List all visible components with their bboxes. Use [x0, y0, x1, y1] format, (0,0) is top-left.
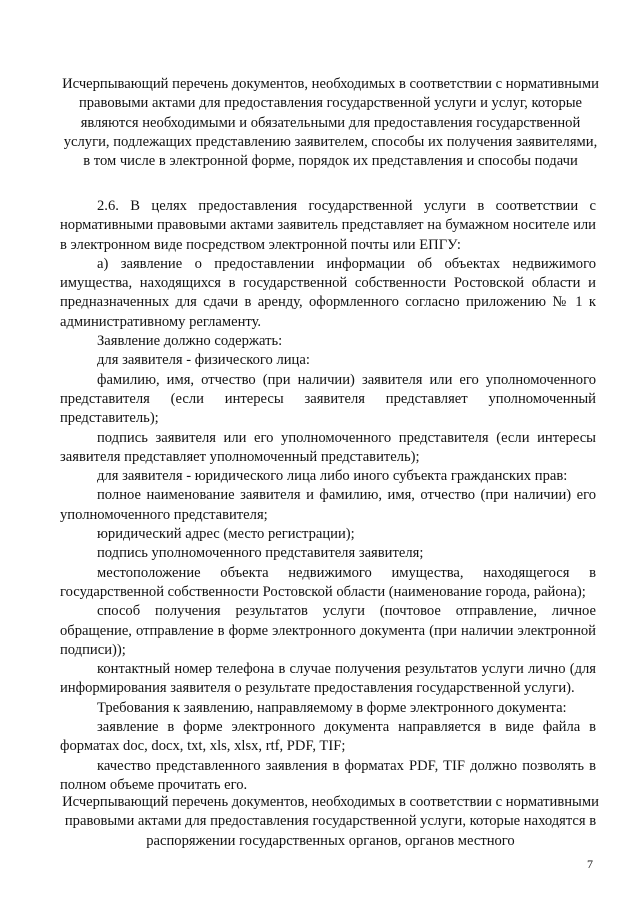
- paragraph: способ получения результатов услуги (почтовое отправление, личное обращение, отправление в форме электронного документа (при наличии электронной подписи));: [60, 603, 596, 658]
- body-text: [60, 197, 596, 795]
- paragraph: Требования к заявлению, направляемому в форме электронного документа:: [97, 699, 567, 716]
- page-number: 7: [587, 857, 593, 871]
- paragraph: а) заявление о предоставлении информации об объектах недвижимого имущества, находящихся в государственной собственности Ростовской области и предназначенных для сдачи в аренду, оформленного согласно приложению № 1 к административному регламенту.: [60, 255, 596, 330]
- paragraph: юридический адрес (место регистрации);: [97, 526, 355, 543]
- section-heading: Исчерпывающий перечень документов, необходимых в соответствии с нормативными правовыми актами для предоставления государственной услуги и услуг, которые являются необходимыми и обязательными для предоставления государственной услуги, подлежащих представлению заявителем, способы их получения заявителями, в том числе в электронной форме, порядок их представления и способы подачи: [62, 76, 599, 170]
- paragraph: для заявителя - юридического лица либо иного субъекта гражданских прав:: [97, 468, 568, 485]
- paragraph: заявление в форме электронного документа направляется в виде файла в форматах doc, docx, txt, xls, xlsx, rtf, PDF, TIF;: [60, 719, 596, 755]
- paragraph: полное наименование заявителя и фамилию, имя, отчество (при наличии) его уполномоченного представителя;: [60, 487, 596, 523]
- paragraph: подпись заявителя или его уполномоченного представителя (если интересы заявителя представляет уполномоченный представитель);: [60, 429, 596, 465]
- paragraph: местоположение объекта недвижимого имущества, находящегося в государственной собственности Ростовской области (наименование города, района);: [60, 564, 596, 600]
- paragraph: для заявителя - физического лица:: [97, 352, 310, 369]
- paragraph: подпись уполномоченного представителя заявителя;: [97, 545, 424, 562]
- paragraph: качество представленного заявления в форматах PDF, TIF должно позволять в полном объеме прочитать его.: [60, 757, 596, 793]
- section-heading: Исчерпывающий перечень документов, необходимых в соответствии с нормативными правовыми актами для предоставления государственной услуги, которые находятся в распоряжении государственных органов, органов местного: [62, 794, 599, 849]
- paragraph: 2.6. В целях предоставления государственной услуги в соответствии с нормативными правовыми актами заявитель представляет на бумажном носителе или в электронном виде посредством электронной почты или ЕПГУ:: [60, 198, 596, 253]
- paragraph: Заявление должно содержать:: [97, 333, 283, 350]
- paragraph: фамилию, имя, отчество (при наличии) заявителя или его уполномоченного представителя (если интересы заявителя представляет уполномоченный представитель);: [60, 371, 596, 427]
- paragraph: контактный номер телефона в случае получения результатов услуги лично (для информирования заявителя о результате предоставления государственной услуги).: [60, 661, 596, 697]
